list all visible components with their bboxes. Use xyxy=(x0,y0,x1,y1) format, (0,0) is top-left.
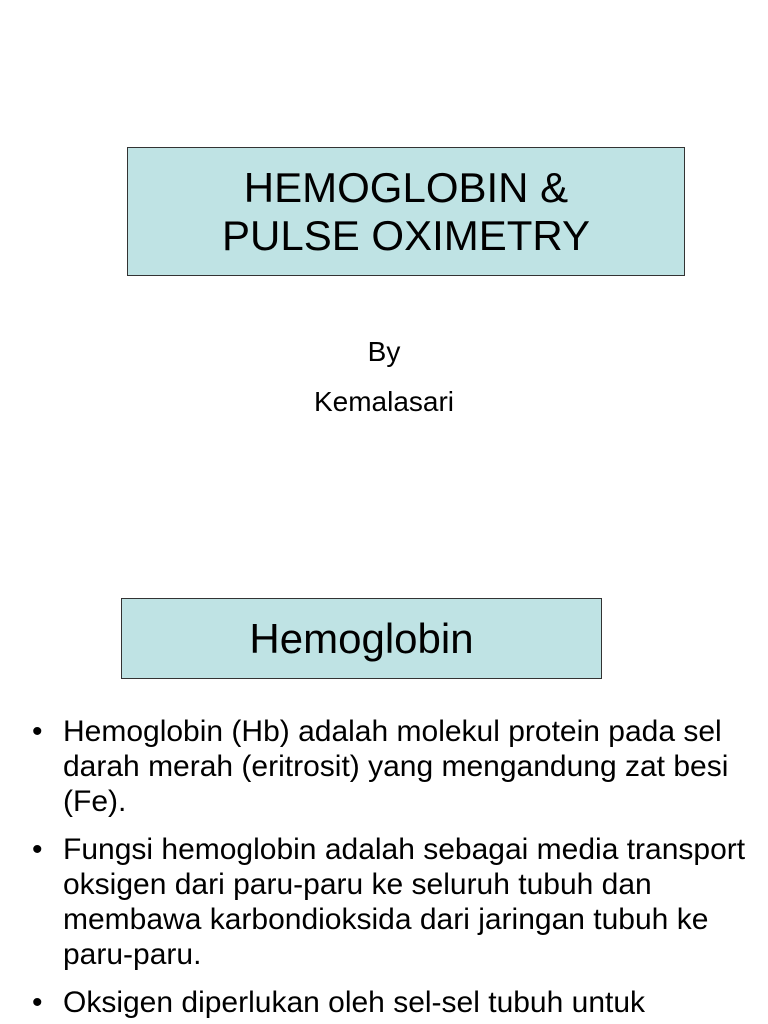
bullet-dot-icon: • xyxy=(32,986,43,1019)
bullet-item xyxy=(30,714,750,819)
section-title-box xyxy=(121,598,602,679)
bullet-item xyxy=(30,985,750,1020)
title-box xyxy=(127,147,685,276)
by-label: By xyxy=(367,336,401,367)
bullet-dot-icon: • xyxy=(32,833,43,866)
title-line-1: HEMOGLOBIN & xyxy=(243,163,569,211)
bullet-item xyxy=(30,832,750,972)
bullet-text: Fungsi hemoglobin adalah sebagai media transport oksigen dari paru-paru ke seluruh tubuh dan membawa karbondioksida dari jaringan tubuh ke paru-paru. xyxy=(63,833,746,971)
section-title: Hemoglobin xyxy=(249,614,474,662)
bullet-list xyxy=(30,714,750,1024)
bullet-text: Hemoglobin (Hb) adalah molekul protein pada sel darah merah (eritrosit) yang mengandung zat besi (Fe). xyxy=(63,715,729,818)
slide-hemoglobin xyxy=(0,578,768,1024)
author-name: Kemalasari xyxy=(313,386,455,417)
title-line-2: PULSE OXIMETRY xyxy=(222,211,590,259)
bullet-text: Oksigen diperlukan oleh sel-sel tubuh untuk xyxy=(63,986,646,1019)
bullet-dot-icon: • xyxy=(32,715,43,748)
